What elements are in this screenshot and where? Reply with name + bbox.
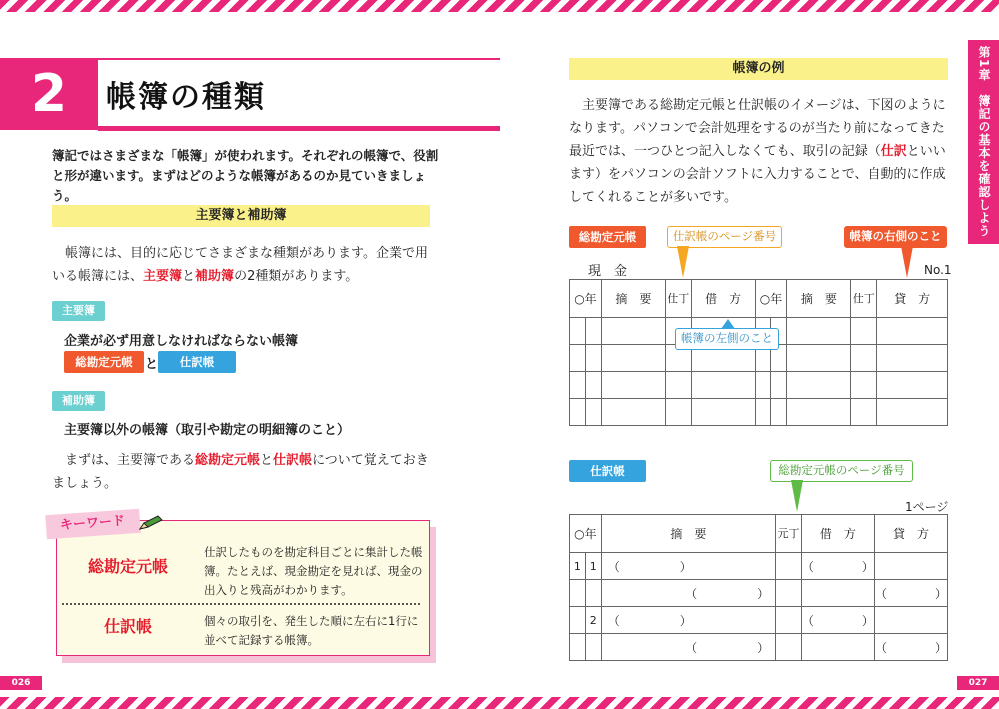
table-row: （ ） （ ） [570,634,948,661]
account-name: 現 金 [588,264,628,279]
table-row: （ ） （ ） [570,580,948,607]
page-number-left: 026 [0,676,42,690]
ledger-no: No.1 [924,263,952,277]
page-number-right: 027 [957,676,999,690]
keyword-term-journal: 仕訳帳 [68,614,188,637]
main-book-desc: 企業が必ず用意しなければならない帳簿 [64,334,299,349]
callout-arrow-green [790,480,804,512]
ledger-header-year-right: ○年 [755,280,787,318]
table-row [570,399,948,426]
general-ledger-table [569,279,948,426]
ledger-header-desc-right: 摘 要 [787,280,851,318]
ledger-header-credit: 貸 方 [877,280,948,318]
keyword-desc-journal: 個々の取引を、発生した順に左右に1行に並べて記録する帳簿。 [204,614,419,647]
ledger-header-desc-left: 摘 要 [601,280,665,318]
keyword-term-general-ledger: 総勘定元帳 [68,554,188,577]
keyword-divider [62,603,420,605]
journal-table [569,514,948,661]
journal-header-year: ○年 [570,515,602,553]
chapter-number: 2 [0,58,98,130]
page-title: 帳簿の種類 [106,80,266,115]
callout-ledger-page: 総勘定元帳のページ番号 [770,460,913,482]
journal-page: 1ページ [905,500,949,514]
bottom-stripe [0,697,999,709]
journal-header-ref: 元丁 [776,515,802,553]
callout-arrow-red [900,246,914,278]
title-rule-top [98,58,500,60]
pill-journal: 仕訳帳 [158,351,236,373]
top-stripe [0,0,999,12]
callout-journal-page: 仕訳帳のページ番号 [667,226,782,248]
section-heading-main-sub: 主要簿と補助簿 [52,205,430,227]
intro-text: 簿記ではさまざまな「帳簿」が使われます。それぞれの帳簿で、役割と形が違います。まずはどのような帳簿があるのか見ていきましょう。 [52,148,439,203]
pill-and: と [145,357,159,372]
label-general-ledger: 総勘定元帳 [569,226,646,248]
callout-left-side: 帳簿の左側のこと [675,328,779,350]
journal-header-debit: 借 方 [801,515,874,553]
label-journal: 仕訳帳 [569,460,646,482]
journal-header-desc: 摘 要 [601,515,775,553]
journal-header-credit: 貸 方 [874,515,947,553]
section-heading-examples: 帳簿の例 [569,58,948,80]
tag-sub-book: 補助簿 [52,391,105,411]
pencil-icon [138,514,164,532]
title-rule-bottom [98,126,500,131]
section1-paragraph: 帳簿には、目的に応じてさまざまな種類があります。企業で用いる帳簿には、主要簿と補助簿の2種類があります。 [52,246,428,284]
ledger-header-debit: 借 方 [691,280,755,318]
keyword-desc-general-ledger: 仕訳したものを勘定科目ごとに集計した帳簿。たとえば、現金勘定を見れば、現金の出入りと残高がわかります。 [204,545,423,597]
tag-main-book: 主要簿 [52,301,105,321]
callout-arrow-orange [676,246,690,278]
section1-paragraph-2: まずは、主要簿である総勘定元帳と仕訳帳について覚えておきましょう。 [52,453,429,491]
keyword-tag: キーワード [45,509,140,539]
sub-book-desc: 主要簿以外の帳簿（取引や勘定の明細簿のこと） [64,423,351,438]
table-row [570,372,948,399]
pill-general-ledger: 総勘定元帳 [64,351,144,373]
chapter-tab: 第1章 簿記の基本を確認しよう [968,40,999,244]
section2-paragraph: 主要簿である総勘定元帳と仕訳帳のイメージは、下図のようになります。パソコンで会計処理をするのが当たり前になってきた最近では、一つひとつ記入しなくても、取引の記録（仕訳といいます）をパソコンの会計ソフトに入力することで、自動的に作成してくれることが多いです。 [569,98,946,205]
table-row: 2 （ ） （ ） [570,607,948,634]
ledger-header-year-left: ○年 [570,280,602,318]
ledger-header-ref-right: 仕丁 [851,280,877,318]
table-row: 1 1 （ ） （ ） [570,553,948,580]
ledger-header-ref-left: 仕丁 [665,280,691,318]
callout-right-side: 帳簿の右側のこと [844,226,947,248]
